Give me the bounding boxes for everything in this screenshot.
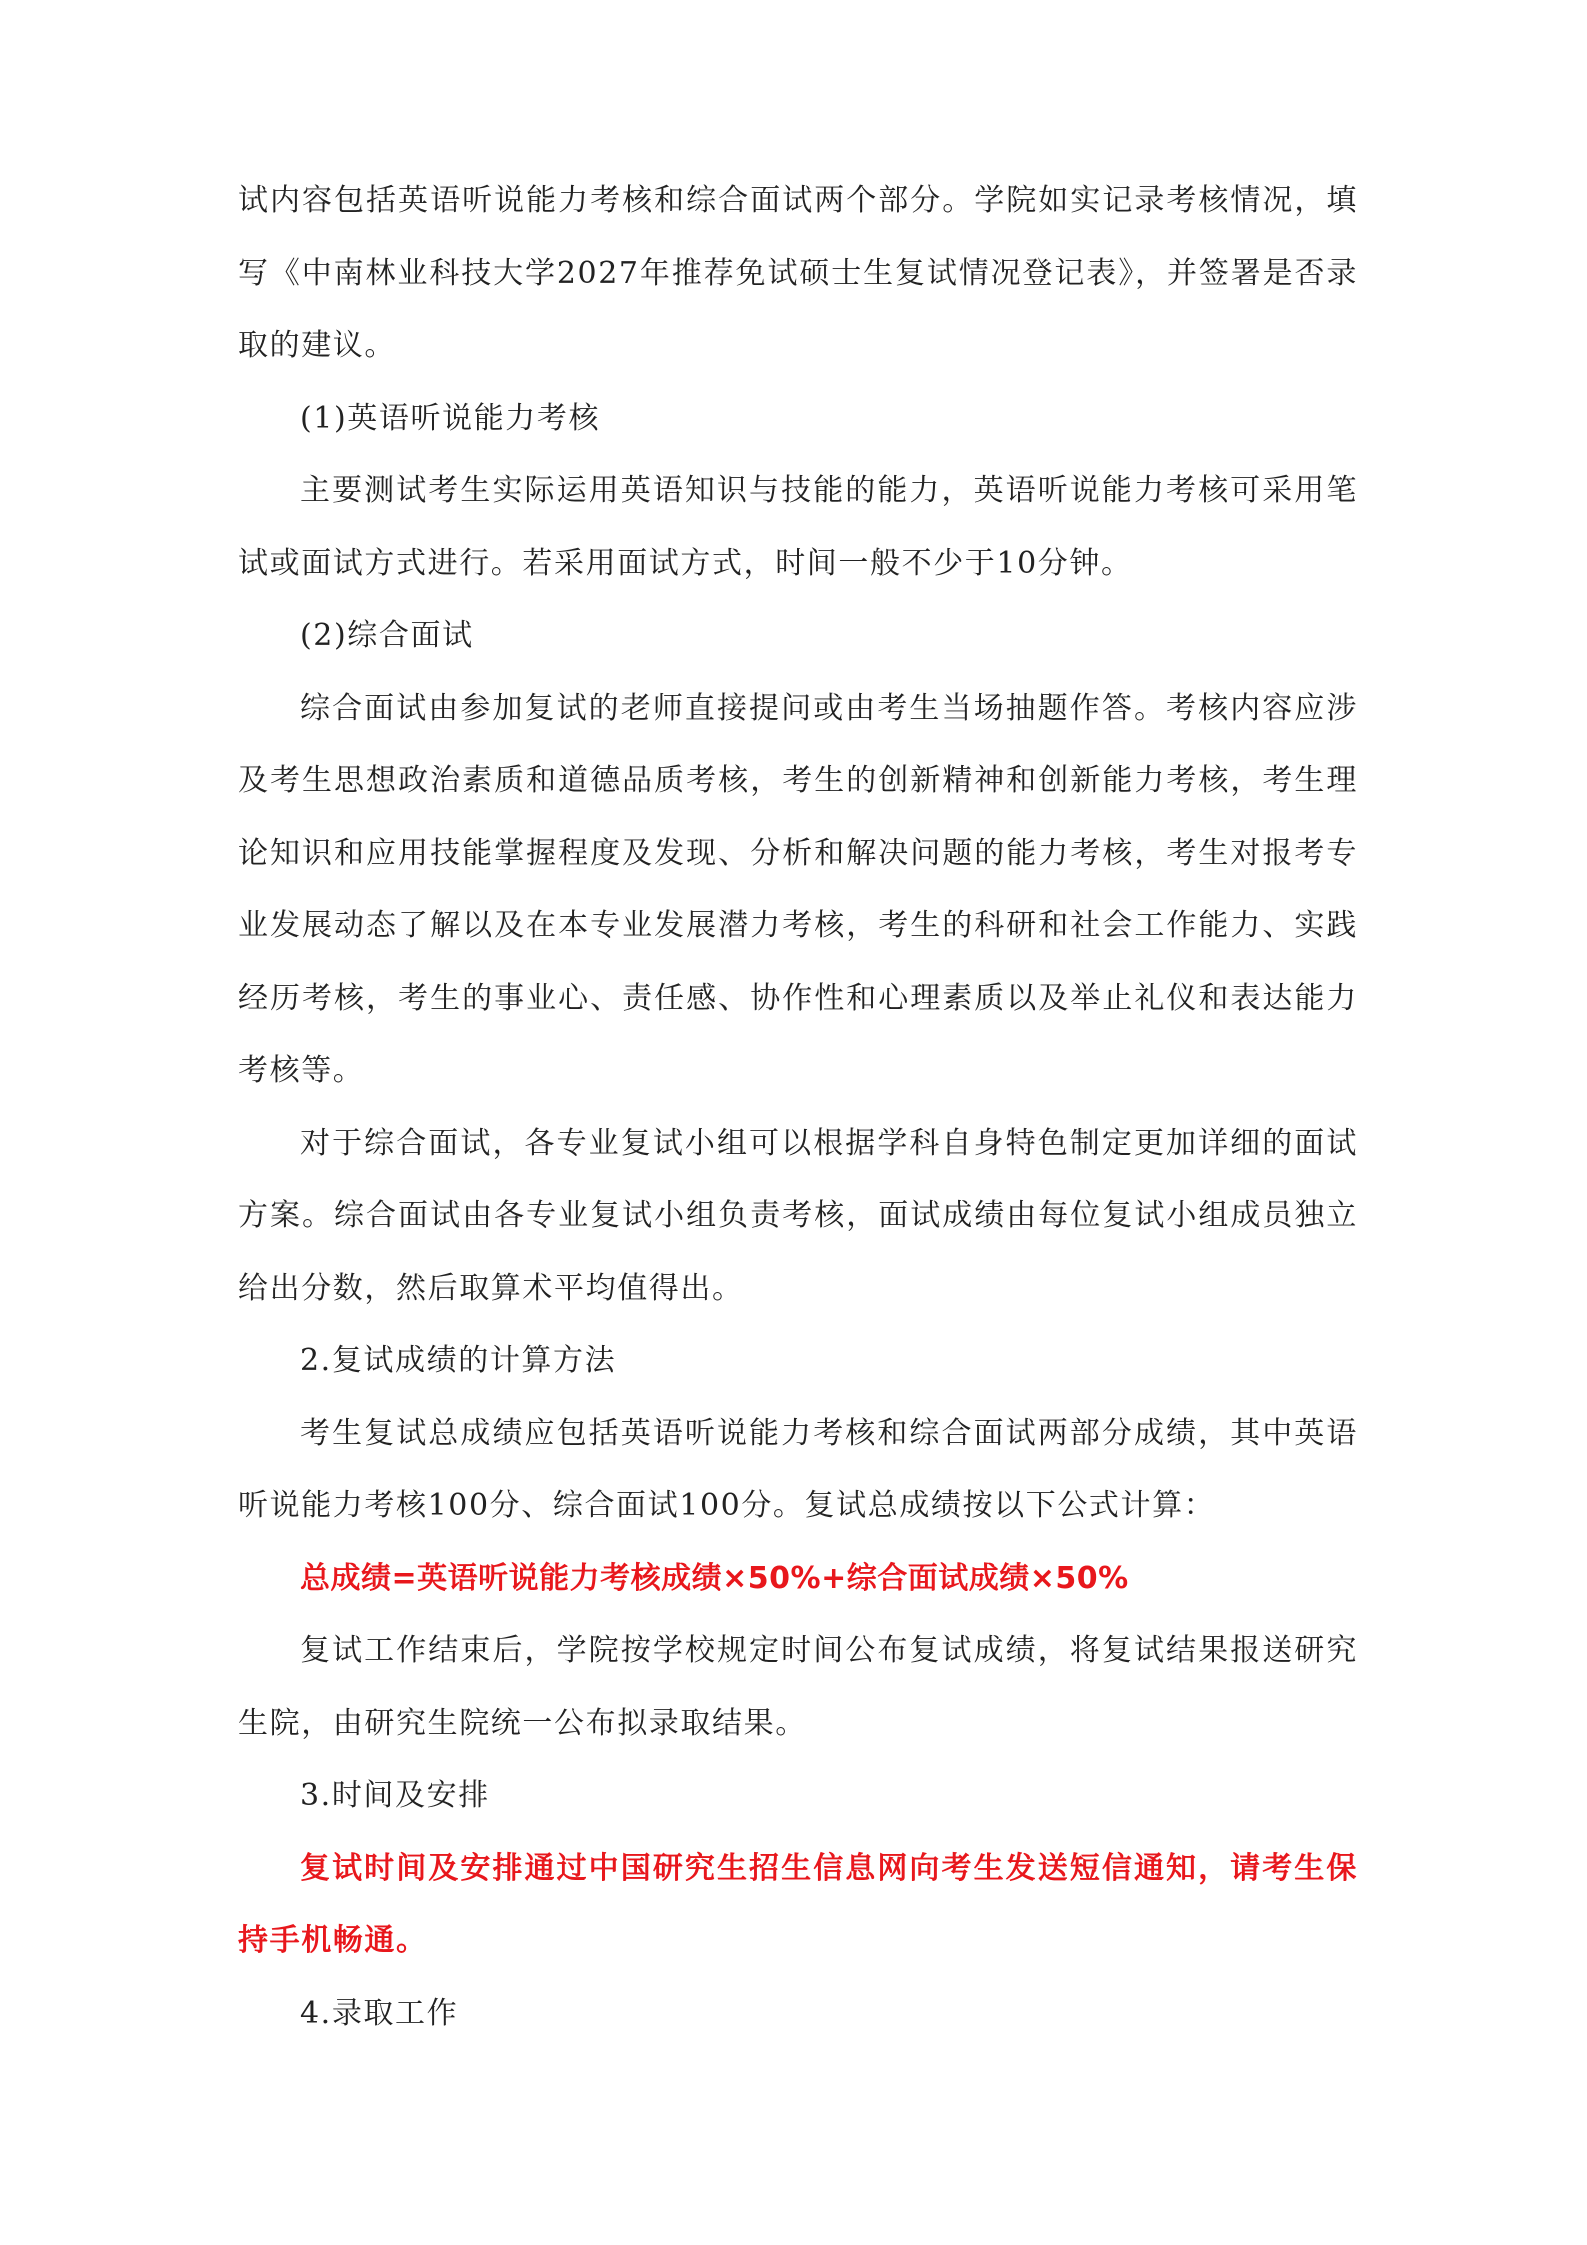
paragraph-interview-scheme: 对于综合面试，各专业复试小组可以根据学科自身特色制定更加详细的面试方案。综合面试由各专业复试小组负责考核，面试成绩由每位复试小组成员独立给出分数，然后取算术平均值得出。 (238, 1125, 1358, 1306)
paragraph-english-assessment: 主要测试考生实际运用英语知识与技能的能力，英语听说能力考核可采用笔试或面试方式进行。若采用面试方式，时间一般不少于10分钟。 (238, 473, 1358, 581)
document-page (238, 165, 1358, 2050)
heading-admission-work: 4.录取工作 (300, 1995, 459, 2031)
formula-total-score: 总成绩=英语听说能力考核成绩×50%+综合面试成绩×50% (300, 1560, 1129, 1596)
paragraph-result-publication: 复试工作结束后，学院按学校规定时间公布复试成绩，将复试结果报送研究生院，由研究生院统一公布拟录取结果。 (238, 1633, 1358, 1741)
paragraph-score-calculation: 考生复试总成绩应包括英语听说能力考核和综合面试两部分成绩，其中英语听说能力考核100分、综合面试100分。复试总成绩按以下公式计算： (238, 1415, 1358, 1523)
heading-english-assessment: (1)英语听说能力考核 (300, 400, 601, 436)
heading-comprehensive-interview: (2)综合面试 (300, 618, 474, 653)
heading-time-arrangement: 3.时间及安排 (300, 1778, 490, 1813)
paragraph-comprehensive-interview: 综合面试由参加复试的老师直接提问或由考生当场抽题作答。考核内容应涉及考生思想政治素质和道德品质考核，考生的创新精神和创新能力考核，考生理论知识和应用技能掌握程度及发现、分析和解决问题的能力考核，考生对报考专业发展动态了解以及在本专业发展潜力考核，考生的科研和社会工作能力、实践经历考核，考生的事业心、责任感、协作性和心理素质以及举止礼仪和表达能力考核等。 (238, 690, 1358, 1088)
heading-score-calculation: 2.复试成绩的计算方法 (300, 1343, 617, 1378)
notice-sms-arrangement: 复试时间及安排通过中国研究生招生信息网向考生发送短信通知，请考生保持手机畅通。 (238, 1850, 1358, 1958)
paragraph-interview-content: 试内容包括英语听说能力考核和综合面试两个部分。学院如实记录考核情况，填写《中南林业科技大学2027年推荐免试硕士生复试情况登记表》，并签署是否录取的建议。 (238, 183, 1358, 363)
